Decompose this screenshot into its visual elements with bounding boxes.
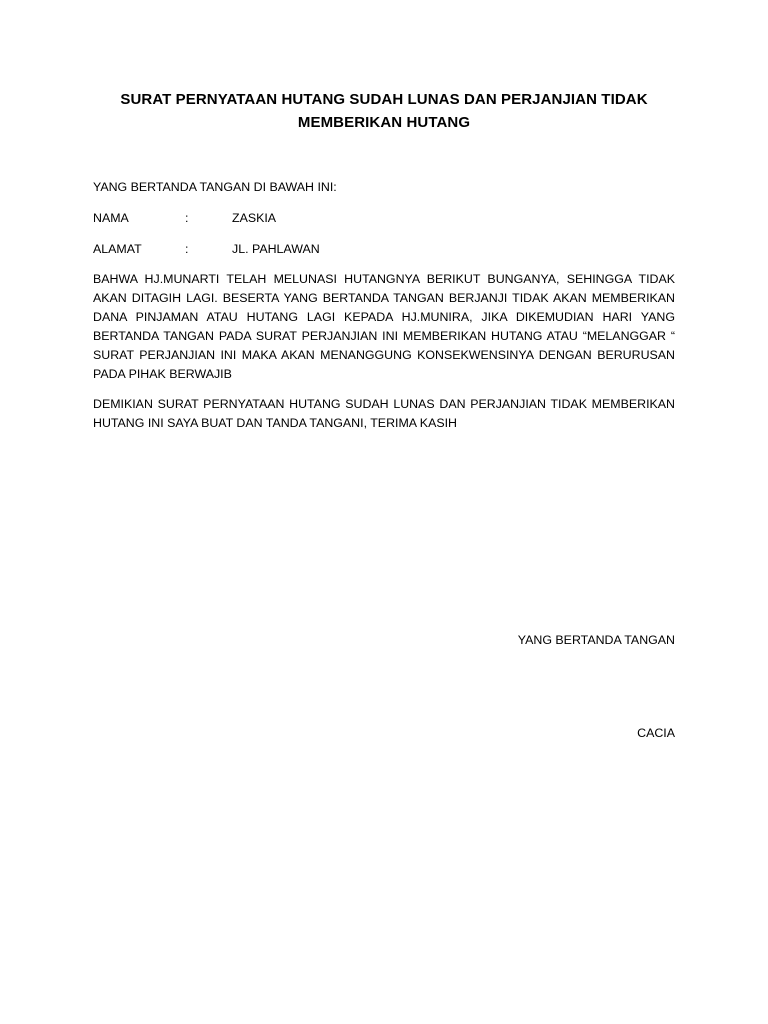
signature-label: YANG BERTANDA TANGAN (517, 633, 675, 647)
field-colon-alamat: : (185, 242, 189, 256)
field-label-nama: NAMA (93, 211, 129, 225)
field-value-alamat: JL. PAHLAWAN (232, 242, 320, 256)
field-row-alamat (93, 240, 675, 259)
title-line-2: MEMBERIKAN HUTANG (297, 114, 471, 131)
signer-name: CACIA (637, 726, 675, 740)
document-title (93, 88, 675, 134)
intro-text: YANG BERTANDA TANGAN DI BAWAH INI: (93, 180, 337, 194)
field-row-nama (93, 209, 675, 228)
statement-paragraph: BAHWA HJ.MUNARTI TELAH MELUNASI HUTANGNYA BERIKUT BUNGANYA, SEHINGGA TIDAK AKAN DITAGIH LAGI. BESERTA YANG BERTANDA TANGAN BERJANJI TIDAK AKAN MEMBERIKAN DANA PINJAMAN ATAU HUTANG LAGI KEPADA HJ.MUNIRA, JIKA DIKEMUDIAN HARI YANG BERTANDA TANGAN PADA SURAT PERJANJIAN INI MEMBERIKAN HUTANG ATAU “MELANGGAR “ SURAT PERJANJIAN INI MAKA AKAN MENANGGUNG KONSEKWENSINYA DENGAN BERURUSAN PADA PIHAK BERWAJIB (93, 272, 675, 381)
title-line-1: SURAT PERNYATAAN HUTANG SUDAH LUNAS DAN PERJANJIAN TIDAK (120, 91, 648, 108)
field-value-nama: ZASKIA (232, 211, 277, 225)
field-colon-nama: : (185, 211, 189, 225)
closing-paragraph: DEMIKIAN SURAT PERNYATAAN HUTANG SUDAH LUNAS DAN PERJANJIAN TIDAK MEMBERIKAN HUTANG INI SAYA BUAT DAN TANDA TANGANI, TERIMA KASIH (93, 397, 675, 430)
field-label-alamat: ALAMAT (93, 242, 142, 256)
